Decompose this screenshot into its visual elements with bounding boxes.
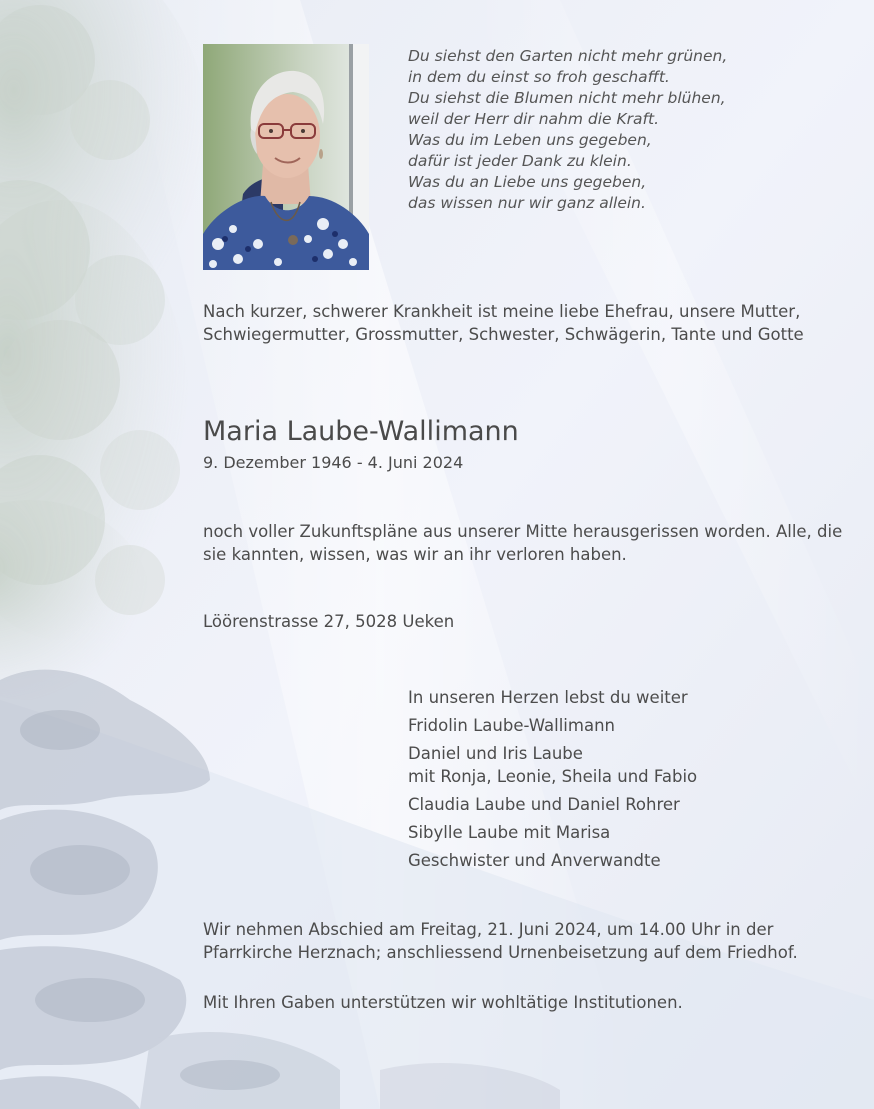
poem-line: Du siehst die Blumen nicht mehr blühen, (408, 89, 726, 107)
poem (408, 46, 727, 214)
poem-line: in dem du einst so froh geschafft. (408, 68, 670, 86)
family-line: Geschwister und Anverwandte (408, 851, 661, 870)
poem-line: weil der Herr dir nahm die Kraft. (408, 110, 660, 128)
portrait-photo (203, 44, 369, 270)
poem-line: Du siehst den Garten nicht mehr grünen, (408, 47, 728, 65)
address: Löörenstrasse 27, 5028 Ueken (203, 612, 455, 631)
family-line: mit Ronja, Leonie, Sheila und Fabio (408, 767, 698, 786)
intro-text: Nach kurzer, schwerer Krankheit ist meine liebe Ehefrau, unsere Mutter, Schwiegermutter, Grossmutter, Schwester, Schwägerin, Tante und Gotte (203, 302, 804, 344)
family-line: Claudia Laube und Daniel Rohrer (408, 795, 680, 814)
life-dates: 9. Dezember 1946 - 4. Juni 2024 (203, 453, 464, 472)
farewell-text: Wir nehmen Abschied am Freitag, 21. Juni 2024, um 14.00 Uhr in der Pfarrkirche Herznach; anschliessend Urnenbeisetzung auf dem Friedhof. (203, 920, 798, 962)
family-line: Sibylle Laube mit Marisa (408, 823, 611, 842)
poem-line: Was du an Liebe uns gegeben, (408, 173, 647, 191)
poem-line: Was du im Leben uns gegeben, (408, 131, 652, 149)
after-text: noch voller Zukunftspläne aus unserer Mitte herausgerissen worden. Alle, die sie kannten, wissen, was wir an ihr verloren haben. (203, 522, 843, 564)
poem-line: dafür ist jeder Dank zu klein. (408, 152, 632, 170)
family-line: Fridolin Laube-Wallimann (408, 716, 615, 735)
family-line: In unseren Herzen lebst du weiter (408, 688, 688, 707)
gifts-text: Mit Ihren Gaben unterstützen wir wohltätige Institutionen. (203, 993, 683, 1012)
poem-line: das wissen nur wir ganz allein. (408, 194, 646, 212)
family-line: Daniel und Iris Laube (408, 744, 583, 763)
family-list (408, 686, 697, 877)
deceased-name: Maria Laube-Wallimann (203, 416, 519, 447)
